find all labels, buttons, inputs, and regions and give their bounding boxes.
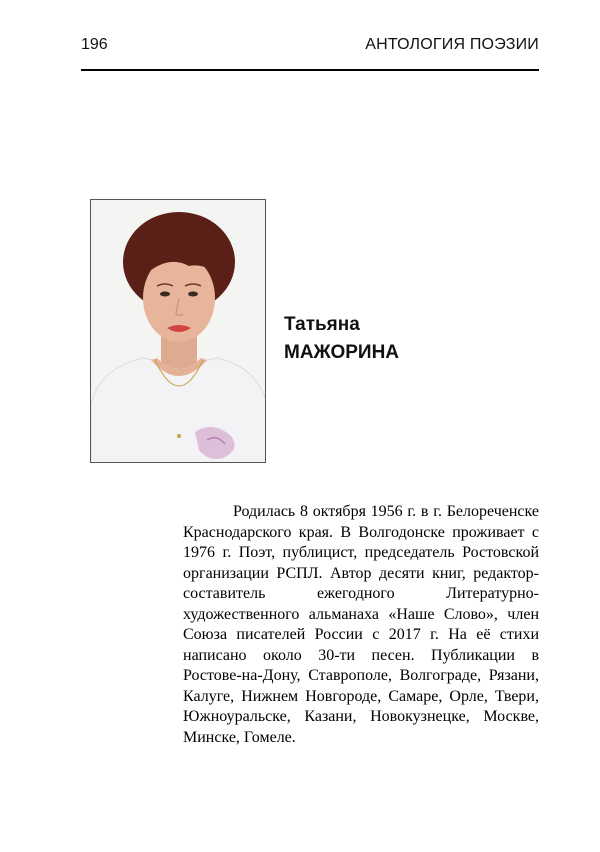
author-first-name: Татьяна [284,314,360,335]
bio-paragraph: Родилась 8 октября 1956 г. в г. Белореченске Краснодарского края. В Волгодонске проживает с 1976 г. Поэт, публицист, председатель Ростовской организации РСПЛ. Автор десяти книг, редактор-составитель ежегодного Литературно-художественного альманаха «Наше Слово», член Союза писателей России с 2017 г. На её стихи написано около 30-ти песен. Публикации в Ростове-на-Дону, Ставрополе, Волгограде, Рязани, Калуге, Нижнем Новгороде, Самаре, Орле, Твери, Южноуральске, Казани, Новокузнецке, Москве, Минске, Гомеле. [183,503,539,746]
author-bio [183,502,539,748]
author-photo [90,199,266,463]
running-header-title: АНТОЛОГИЯ ПОЭЗИИ [365,36,539,53]
author-name [284,311,399,367]
page-number: 196 [81,36,108,53]
header-rule [81,69,539,71]
author-last-name: МАЖОРИНА [284,342,400,363]
